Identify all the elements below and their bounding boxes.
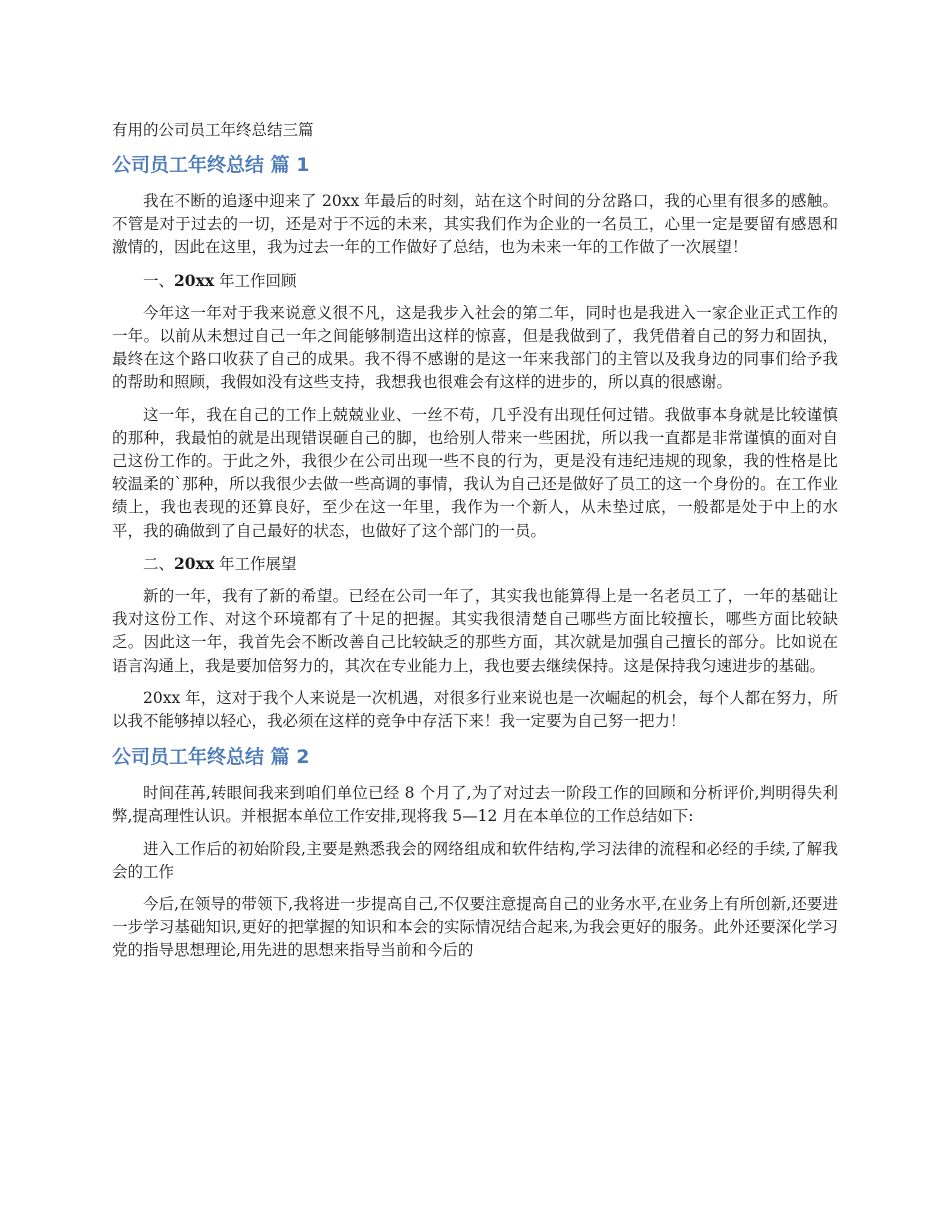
- section-2-paragraph-3: 今后,在领导的带领下,我将进一步提高自己,不仅要注意提高自己的业务水平,在业务上有所创新,还要进一步学习基础知识,更好的把掌握的知识和本会的实际情况结合起来,为我会更好的服务。此外还要深化学习党的指导思想理论,用先进的思想来指导当前和今后的: [112, 895, 838, 960]
- section-1-paragraph-1: 我在不断的追逐中迎来了 20xx 年最后的时刻，站在这个时间的分岔路口，我的心里有很多的感触。不管是对于过去的一切，还是对于不远的未来，其实我们作为企业的一名员工，心里一定是要留有感恩和激情的，因此在这里，我为过去一年的工作做好了总结，也为未来一年的工作做了一次展望！: [112, 192, 838, 257]
- subheading-2-prefix: 二、: [143, 554, 175, 573]
- section-1-paragraph-3: 这一年，我在自己的工作上兢兢业业、一丝不苟，几乎没有出现任何过错。我做事本身就是比较谨慎的那种，我最怕的就是出现错误砸自己的脚，也给别人带来一些困扰，所以我一直都是非常谨慎的面对自己这份工作的。于此之外，我很少在公司出现一些不良的行为，更是没有违纪违规的现象，我的性格是比较温柔的`那种，所以我很少去做一些高调的事情，我认为自己还是做好了员工的这一个身份的。在工作业绩上，我也表现的还算良好，至少在这一年里，我作为一个新人，从未垫过底，一般都是处于中上的水平，我的确做到了自己最好的状态，也做好了这个部门的一员。: [112, 405, 838, 540]
- document-title: 有用的公司员工年终总结三篇: [112, 121, 314, 139]
- section-1-paragraph-4: 新的一年，我有了新的希望。已经在公司一年了，其实我也能算得上是一名老员工了，一年的基础让我对这份工作、对这个环境都有了十足的把握。其实我很清楚自己哪些方面比较擅长，哪些方面比较缺乏。因此这一年，我首先会不断改善自己比较缺乏的那些方面，其次就是加强自己擅长的部分。比如说在语言沟通上，我是要加倍努力的，其次在专业能力上，我也要去继续保持。这是保持我匀速进步的基础。: [112, 587, 838, 675]
- section-2-paragraph-1: 时间荏苒,转眼间我来到咱们单位已经 8 个月了,为了对过去一阶段工作的回顾和分析评价,判明得失利弊,提高理性认识。并根据本单位工作安排,现将我 5—12 月在本单位的工作总结如下:: [112, 784, 838, 826]
- subheading-2-year: 20xx: [174, 553, 215, 573]
- subheading-1-year: 20xx: [174, 270, 215, 290]
- section-1-paragraph-5: 20xx 年，这对于我个人来说是一次机遇，对很多行业来说也是一次崛起的机会，每个人都在努力，所以我不能够掉以轻心，我必须在这样的竞争中存活下来！我一定要为自己努一把力！: [112, 688, 838, 731]
- section-1-subheading-1: [112, 269, 838, 293]
- section-1-paragraph-2: 今年这一年对于我来说意义很不凡，这是我步入社会的第二年，同时也是我进入一家企业正式工作的一年。以前从未想过自己一年之间能够制造出这样的惊喜，但是我做到了，我凭借着自己的努力和固执，最终在这个路口收获了自己的成果。我不得不感谢的是这一年来我部门的主管以及我身边的同事们给予我的帮助和照顾，我假如没有这些支持，我想我也很难会有这样的进步的，所以真的很感谢。: [112, 303, 838, 392]
- subheading-1-suffix: 年工作回顾: [214, 271, 297, 290]
- subheading-1-prefix: 一、: [143, 271, 175, 290]
- document-page: [112, 118, 838, 972]
- section-2-paragraph-2: 进入工作后的初始阶段,主要是熟悉我会的网络组成和软件结构,学习法律的流程和必经的手续,了解我会的工作: [112, 839, 838, 881]
- section-2-heading: 公司员工年终总结 篇 2: [112, 746, 310, 769]
- section-1-subheading-2: [112, 552, 838, 576]
- subheading-2-suffix: 年工作展望: [214, 554, 297, 573]
- section-1-heading: 公司员工年终总结 篇 1: [112, 154, 310, 176]
